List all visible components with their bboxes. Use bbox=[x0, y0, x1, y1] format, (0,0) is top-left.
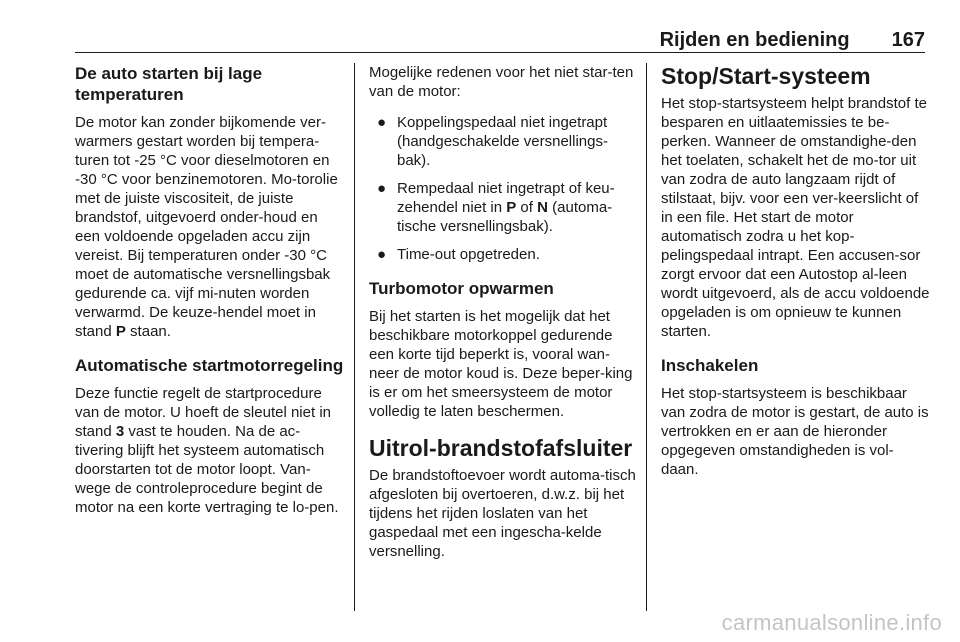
list-item: ● Time-out opgetreden. bbox=[377, 246, 540, 263]
chapter-title: Rijden en bediening bbox=[659, 29, 850, 51]
heading-auto-start: Automatische startmotorregeling bbox=[75, 356, 344, 375]
heading-stop-start: Stop/Start-systeem bbox=[661, 63, 871, 89]
page-number: 167 bbox=[891, 29, 925, 51]
page-header bbox=[75, 24, 925, 52]
heading-activate: Inschakelen bbox=[661, 356, 759, 375]
column-1 bbox=[75, 63, 345, 529]
column-3 bbox=[661, 63, 931, 491]
bullet-icon: ● bbox=[377, 180, 387, 197]
bullet-icon: ● bbox=[377, 114, 387, 131]
list-item: ● Koppelingspedaal niet ingetrapt (handgeschakelde versnellings-bak). bbox=[377, 114, 608, 169]
column-divider-2 bbox=[646, 63, 647, 611]
column-divider-1 bbox=[354, 63, 355, 611]
paragraph-auto-start: Deze functie regelt de startprocedure van de motor. U hoeft de sleutel niet in stand 3 vast te houden. Na de ac-tivering blijft het systeem automatisch doorstarten tot de motor loopt. Van-wege de controleprocedure begint de motor na een korte vertraging te lo-pen. bbox=[75, 385, 339, 516]
paragraph-stop-start: Het stop-startsysteem helpt brandstof te besparen en uitlaatemissies te be-perken. Wanneer de omstandighe-den het toelaten, schakelt het de mo-tor uit van zodra de auto langzaam rijdt of stilstaat, bijv. voor een ver-keerslicht of in een file. Het start de motor automatisch zodra u het kop-pelingspedaal intrapt. Een accusen-sor zorgt ervoor dat een Autostop al-leen wordt uitgevoerd, als de accu voldoende opgeladen is om opnieuw te kunnen starten. bbox=[661, 95, 930, 340]
list-item: ● Rempedaal niet ingetrapt of keu-zehendel niet in P of N (automa-tische versnellingsbak). bbox=[377, 180, 615, 235]
heading-turbo: Turbomotor opwarmen bbox=[369, 279, 554, 298]
column-2 bbox=[369, 63, 639, 573]
heading-fuel-cutoff: Uitrol-brandstofafsluiter bbox=[369, 435, 633, 461]
paragraph-activate: Het stop-startsysteem is beschikbaar van zodra de motor is gestart, de auto is vertrokken en er aan de hieronder opgegeven omstandigheden is vol-daan. bbox=[661, 385, 929, 478]
reasons-list bbox=[369, 113, 639, 264]
paragraph-cold-start: De motor kan zonder bijkomende ver-warmers gestart worden bij tempera-turen tot -25 °C voor dieselmotoren en -30 °C voor benzinemotoren. Mo-torolie met de juiste viscositeit, de juiste brandstof, uitgevoerd onder-houd en een voldoende opgeladen accu zijn vereist. Bij temperaturen onder -30 °C moet de automatische versnellingsbak gedurende ca. vijf mi-nuten worden verwarmd. De keuze-hendel moet in stand P staan. bbox=[75, 114, 338, 340]
bullet-icon: ● bbox=[377, 246, 387, 263]
watermark: carmanualsonline.info bbox=[721, 610, 942, 635]
paragraph-fuel-cutoff: De brandstoftoevoer wordt automa-tisch afgesloten bij overtoeren, d.w.z. bij het tijdens het rijden loslaten van het gaspedaal met een ingescha-kelde versnelling. bbox=[369, 467, 636, 560]
paragraph-turbo: Bij het starten is het mogelijk dat het beschikbare motorkoppel gedurende een korte tijd beperkt is, vooral wan-neer de motor koud is. Deze beper-king is er om het smeersysteem de motor volledig te laten beschermen. bbox=[369, 308, 633, 420]
paragraph-reasons: Mogelijke redenen voor het niet star-ten van de motor: bbox=[369, 64, 634, 100]
header-divider bbox=[75, 52, 925, 53]
heading-cold-start: De auto starten bij lage temperaturen bbox=[75, 64, 263, 104]
